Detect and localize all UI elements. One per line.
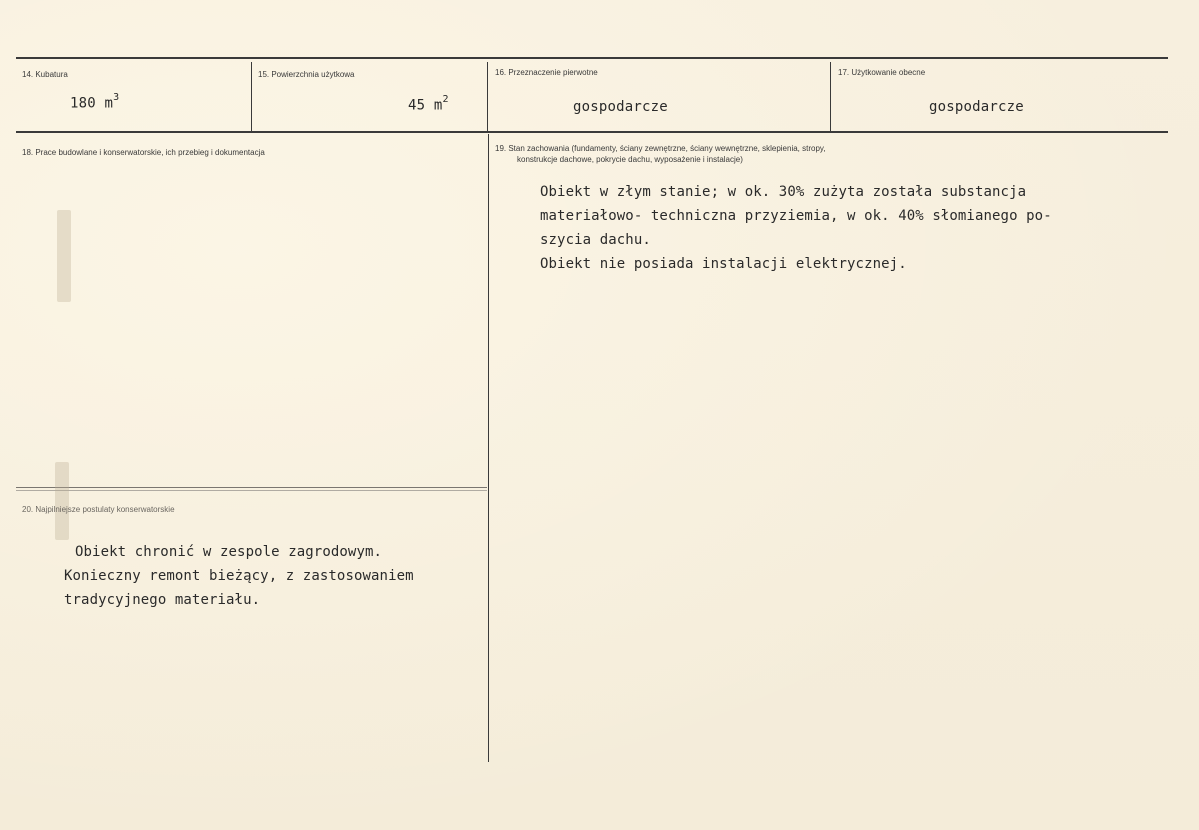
field-19-label-line1: 19. Stan zachowania (fundamenty, ściany zewnętrzne, ściany wewnętrzne, sklepienia, stropy, (495, 144, 826, 153)
field-20-text (64, 540, 414, 612)
field-14-value-text: 180 m (70, 95, 114, 112)
divider-16-17 (830, 62, 831, 132)
field-14-label: 14. Kubatura (22, 70, 68, 79)
field-19-line: Obiekt nie posiada instalacji elektrycznej. (540, 256, 907, 272)
section-18-20-rule-dotted (16, 490, 487, 491)
field-19-line: materiałowo- techniczna przyziemia, w ok. 40% słomianego po- (540, 208, 1052, 224)
field-18-label: 18. Prace budowlane i konserwatorskie, ich przebieg i dokumentacja (22, 148, 265, 157)
divider-14-15 (251, 62, 252, 132)
field-14-unit-exponent: 3 (113, 92, 120, 103)
field-14-value (70, 94, 119, 112)
field-17-label: 17. Użytkowanie obecne (838, 68, 926, 77)
field-19-text (540, 180, 1052, 276)
field-15-unit-exponent: 2 (442, 94, 449, 105)
field-19-line: Obiekt w złym stanie; w ok. 30% zużyta została substancja (540, 184, 1027, 200)
row-divider-rule (16, 131, 1168, 133)
field-19-line: szycia dachu. (540, 232, 651, 248)
field-20-label: 20. Najpilniejsze postulaty konserwatorskie (22, 505, 175, 514)
field-20-line: tradycyjnego materiału. (64, 592, 261, 608)
main-column-divider (488, 134, 489, 762)
field-16-label: 16. Przeznaczenie pierwotne (495, 68, 598, 77)
ink-smudge (57, 210, 71, 302)
field-20-line: Konieczny remont bieżący, z zastosowaniem (64, 568, 414, 584)
field-15-label: 15. Powierzchnia użytkowa (258, 70, 355, 79)
divider-15-16 (487, 62, 488, 132)
field-16-value: gospodarcze (573, 99, 668, 115)
field-19-label-line2: konstrukcje dachowe, pokrycie dachu, wyposażenie i instalacje) (517, 155, 743, 164)
section-18-20-rule (16, 487, 487, 488)
field-15-value (408, 96, 449, 114)
top-rule (16, 57, 1168, 59)
field-20-line: Obiekt chronić w zespole zagrodowym. (75, 544, 383, 560)
field-17-value: gospodarcze (929, 99, 1024, 115)
ink-smudge (55, 462, 69, 540)
field-15-value-text: 45 m (408, 97, 443, 114)
